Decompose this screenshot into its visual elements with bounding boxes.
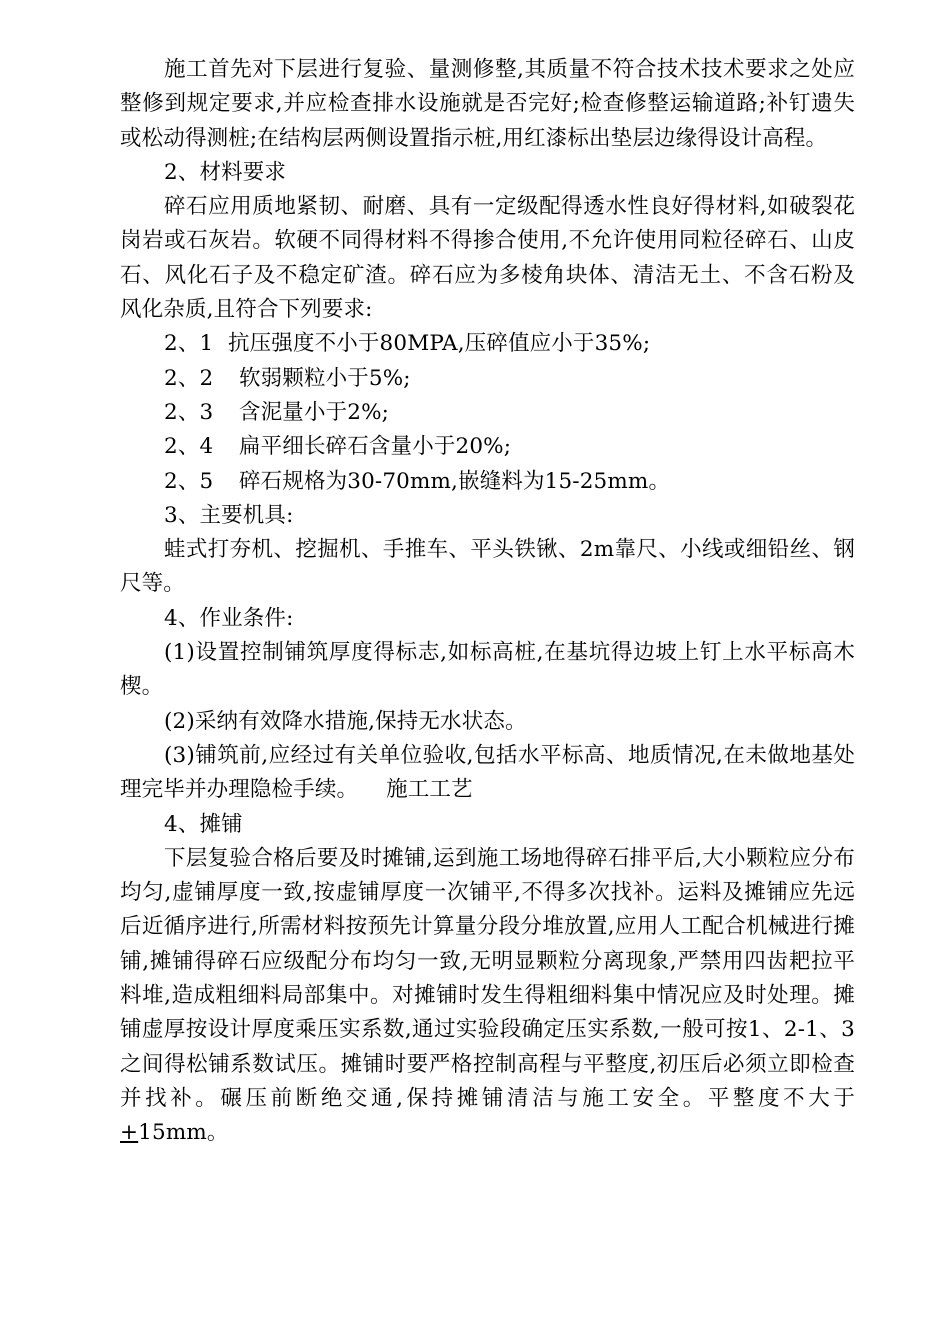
flatness-tolerance: 15mm。	[138, 1120, 229, 1146]
requirement-number: 2、5	[164, 468, 214, 494]
requirement-text: 碎石规格为30-70mm,嵌缝料为15-25mm。	[239, 468, 671, 494]
condition-3-text: (3)铺筑前,应经过有关单位验收,包括水平标高、地质情况,在未做地基处理完毕并办理隐检手续。	[120, 742, 855, 803]
requirement-number: 2、4	[164, 434, 214, 460]
paragraph-spreading-procedure	[120, 842, 855, 1151]
requirement-item	[120, 396, 855, 430]
requirement-number: 2、2	[164, 365, 214, 391]
document-body	[120, 53, 855, 1151]
paragraph-condition-3	[120, 739, 855, 808]
plus-minus-sign: +	[120, 1120, 139, 1146]
paragraph-condition-2: (2)采纳有效降水措施,保持无水状态。	[164, 708, 527, 734]
requirement-text: 抗压强度不小于80MPA,压碎值应小于35%;	[228, 331, 651, 357]
requirement-number: 2、3	[164, 399, 214, 425]
requirement-text: 软弱颗粒小于5%;	[239, 365, 411, 391]
heading-main-equipment: 3、主要机具:	[164, 502, 294, 528]
requirement-text: 扁平细长碎石含量小于20%;	[239, 434, 512, 460]
paragraph-equipment-list: 蛙式打夯机、挖掘机、手推车、平头铁锹、2m靠尺、小线或细铅丝、钢尺等。	[120, 537, 855, 597]
requirement-item	[120, 327, 855, 361]
requirement-text: 含泥量小于2%;	[239, 399, 390, 425]
requirement-item	[120, 430, 855, 464]
paragraph-preparation: 施工首先对下层进行复验、量测修整,其质量不符合技术技术要求之处应整修到规定要求,并应检查排水设施就是否完好;检查修整运输道路;补钉遗失或松动得测桩;在结构层两侧设置指示桩,用红漆标出垫层边缘得设计高程。	[120, 57, 855, 151]
spreading-text: 下层复验合格后要及时摊铺,运到施工场地得碎石排平后,大小颗粒应分布均匀,虚铺厚度一致,按虚铺厚度一次铺平,不得多次找补。运料及摊铺应先远后近循序进行,所需材料按预先计算量分段分堆放置,应用人工配合机械进行摊铺,摊铺得碎石应级配分布均匀一致,无明显颗粒分离现象,严禁用四齿耙拉平料堆,造成粗细料局部集中。对摊铺时发生得粗细料集中情况应及时处理。摊铺虚厚按设计厚度乘压实系数,通过实验段确定压实系数,一般可按1、2-1、3之间得松铺系数试压。摊铺时要严格控制高程与平整度,初压后必须立即检查并找补。碾压前断绝交通,保持摊铺清洁与施工安全。平整度不大于	[120, 845, 855, 1111]
heading-construction-process: 施工工艺	[386, 777, 473, 803]
paragraph-gravel-quality: 碎石应用质地紧韧、耐磨、具有一定级配得透水性良好得材料,如破裂花岗岩或石灰岩。软硬不同得材料不得掺合使用,不允许使用同粒径碎石、山皮石、风化石子及不稳定矿渣。碎石应为多棱角块体、清洁无土、不含石粉及风化杂质,且符合下列要求:	[120, 194, 855, 323]
heading-spreading: 4、摊铺	[164, 811, 243, 837]
heading-work-conditions: 4、作业条件:	[164, 605, 294, 631]
heading-material-requirements: 2、材料要求	[164, 159, 287, 185]
requirement-item	[120, 362, 855, 396]
paragraph-condition-1: (1)设置控制铺筑厚度得标志,如标高桩,在基坑得边坡上钉上水平标高木楔。	[120, 640, 855, 700]
requirement-number: 2、1	[164, 331, 214, 357]
requirement-item	[120, 465, 855, 499]
